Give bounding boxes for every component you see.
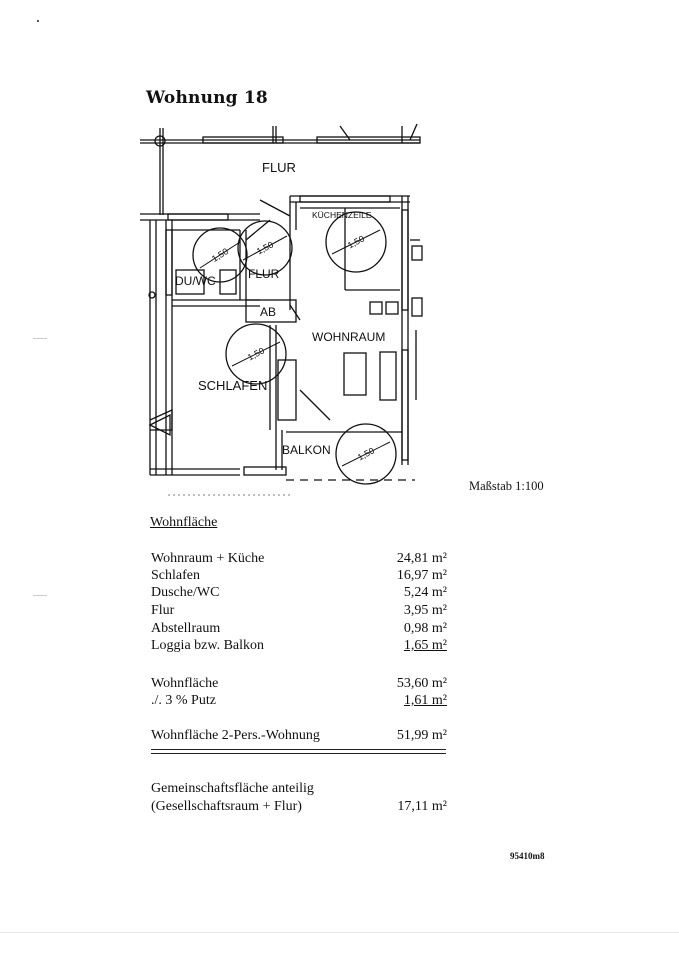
section-title: Wohnfläche xyxy=(150,515,218,530)
area-value: 24,81 m² xyxy=(396,551,447,566)
plan-window xyxy=(300,196,390,202)
area-label: Schlafen xyxy=(151,568,200,583)
plan-line xyxy=(290,305,300,320)
area-row xyxy=(151,568,447,586)
subtotal-label: Wohnfläche xyxy=(151,676,219,691)
plan-window xyxy=(168,214,228,220)
plan-wardrobe xyxy=(278,360,296,420)
deduction-row xyxy=(151,693,447,711)
scan-mark xyxy=(33,595,47,596)
area-label: Dusche/WC xyxy=(151,585,220,600)
plan-door-swing xyxy=(300,390,330,420)
turning-circle-label: 1,50 xyxy=(355,445,377,463)
turning-circle-label: 1,50 xyxy=(245,345,267,363)
turning-circle-label: 1,50 xyxy=(209,246,231,264)
area-row xyxy=(151,621,447,639)
area-row xyxy=(151,551,447,569)
area-row xyxy=(151,585,447,603)
scale-note: Maßstab 1:100 xyxy=(469,479,544,493)
double-rule xyxy=(151,749,446,754)
room-label-kuechenzeile: KÜCHENZEILE xyxy=(312,210,372,220)
turning-circle xyxy=(226,324,286,384)
common-area-value: 17,11 m² xyxy=(397,799,447,814)
deduction-value: 1,61 m² xyxy=(403,693,447,708)
room-label-wohnraum: WOHNRAUM xyxy=(312,330,386,344)
area-value: 5,24 m² xyxy=(403,585,447,600)
scan-mark xyxy=(33,338,47,339)
area-row xyxy=(151,638,447,656)
area-value: 16,97 m² xyxy=(396,568,447,583)
turning-circle-label: 1,50 xyxy=(345,233,367,251)
floor-plan xyxy=(140,120,430,505)
room-label-balkon: BALKON xyxy=(282,443,331,457)
common-area-row xyxy=(151,799,447,817)
plan-door-swing xyxy=(246,220,270,240)
room-label-flur-top: FLUR xyxy=(262,160,296,175)
area-label: Wohnraum + Küche xyxy=(151,551,265,566)
plan-appliance xyxy=(412,246,422,260)
plan-wall-hatch xyxy=(402,350,408,460)
turning-circle-label: 1,50 xyxy=(254,239,276,257)
plan-furniture xyxy=(380,352,396,400)
area-value: 3,95 m² xyxy=(403,603,447,618)
plan-window xyxy=(244,467,286,475)
room-label-flur: FLUR xyxy=(248,267,280,281)
plan-door-swing xyxy=(260,200,290,216)
subtotal-value: 53,60 m² xyxy=(396,676,447,691)
document-code: 95410m8 xyxy=(510,851,545,861)
area-value: 0,98 m² xyxy=(403,621,447,636)
room-label-ab: AB xyxy=(260,305,277,319)
page-title: Wohnung 18 xyxy=(146,88,268,108)
area-label: Abstellraum xyxy=(151,621,221,636)
plan-furniture xyxy=(370,302,382,314)
room-label-schlafen: SCHLAFEN xyxy=(198,378,268,393)
plan-table xyxy=(344,353,366,395)
total-row xyxy=(151,728,447,746)
common-area-label: Gemeinschaftsfläche anteilig xyxy=(151,781,314,796)
plan-wall-hatch xyxy=(166,230,172,295)
plan-furniture xyxy=(386,302,398,314)
total-label: Wohnfläche 2-Pers.-Wohnung xyxy=(151,728,320,743)
common-area-row xyxy=(151,781,447,799)
subtotal-row xyxy=(151,676,447,694)
plan-line xyxy=(340,126,350,140)
turning-circle xyxy=(326,212,386,272)
scan-edge xyxy=(0,932,679,933)
area-row xyxy=(151,603,447,621)
plan-wall-hatch xyxy=(402,210,408,310)
room-label-duwc: DU/WC xyxy=(175,274,216,288)
plan-appliance xyxy=(412,298,422,316)
area-label: Flur xyxy=(151,603,175,618)
turning-circle xyxy=(336,424,396,484)
scan-speck xyxy=(37,20,39,22)
common-area-label: (Gesellschaftsraum + Flur) xyxy=(151,799,302,814)
area-label: Loggia bzw. Balkon xyxy=(151,638,265,653)
total-value: 51,99 m² xyxy=(396,728,447,743)
deduction-label: ./. 3 % Putz xyxy=(151,693,216,708)
area-value: 1,65 m² xyxy=(403,638,447,653)
